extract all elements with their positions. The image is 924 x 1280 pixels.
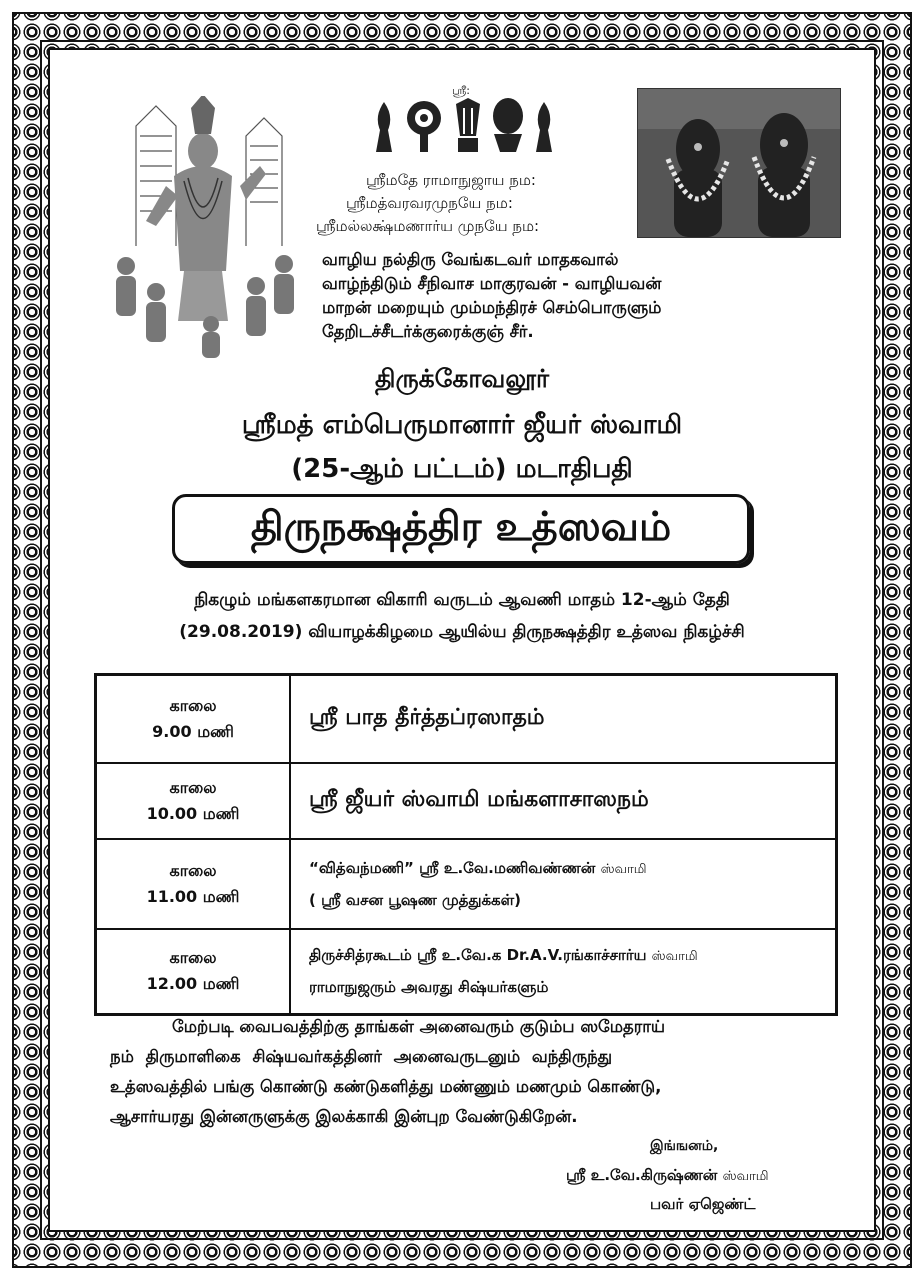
time-period: காலை — [169, 860, 217, 880]
program-speaker: “வித்வந்மணி” ஸ்ரீ உ.வே.மணிவண்ணன் — [309, 858, 596, 877]
event-title-box — [172, 494, 750, 564]
program-cell — [290, 839, 837, 929]
program-topic: ராமாநுஜரும் அவரது சிஷ்யர்களும் — [309, 978, 549, 997]
salutation-ramanuja: ஸ்ரீமதே ராமாநுஜாய நம: — [366, 171, 536, 189]
honorific: ஸ்வாமி — [651, 949, 698, 965]
time-cell — [96, 929, 291, 1015]
signatory-name: ஸ்ரீ உ.வே.கிருஷ்ணன் — [566, 1166, 718, 1184]
time-value: 12.00 மணி — [146, 974, 240, 994]
honorific: ஸ்வாமி — [722, 1169, 769, 1184]
program-title: ஸ்ரீ பாத தீர்த்தப்ரஸாதம் — [309, 704, 545, 730]
table-row — [96, 763, 837, 839]
closing-word: இங்ஙனம், — [650, 1138, 719, 1154]
program-cell — [290, 763, 837, 839]
honorific: ஸ்வாமி — [600, 861, 647, 877]
salutation-varavaramuni: ஸ்ரீமத்வரவரமுநயே நம: — [346, 194, 513, 212]
time-period: காலை — [169, 695, 217, 715]
place-title: திருக்கோவலூர் — [374, 364, 550, 393]
salutation-lakshmanarya: ஸ்ரீமல்லக்ஷ்மணார்ய முநயே நம: — [316, 217, 540, 235]
invitation-line: ஆசார்யரது இன்னருளுக்கு இலக்காகி இன்புற வேண்டுகிறேன். — [110, 1107, 578, 1126]
deity-photo — [637, 88, 841, 238]
sri-symbol: ஸ்ரீ: — [452, 84, 471, 97]
time-period: காலை — [169, 777, 217, 797]
event-title: திருநக்ஷத்திர உத்ஸவம் — [250, 503, 672, 550]
time-cell — [96, 839, 291, 929]
verse-line: தேறிடச்சீடர்க்குரைக்குஞ் சீர். — [322, 322, 534, 341]
taniyan-verse — [322, 248, 792, 344]
schedule-table — [94, 673, 838, 1016]
table-row — [96, 839, 837, 929]
verse-line: வாழ்ந்திடும் சீநிவாச மாகுரவன் - வாழியவன் — [322, 274, 662, 293]
vaishnava-emblems-icon — [366, 94, 562, 158]
signatory-name-line — [566, 1166, 769, 1186]
program-topic: ( ஸ்ரீ வசன பூஷண முத்துக்கள்) — [309, 890, 522, 909]
program-cell — [290, 929, 837, 1015]
invitation-line: நம் திருமாளிகை சிஷ்யவர்கத்தினர் அனைவருடனும் வந்திருந்து — [110, 1047, 613, 1066]
program-speaker-line — [309, 853, 834, 885]
time-value: 10.00 மணி — [146, 803, 240, 823]
time-value: 9.00 மணி — [152, 721, 234, 741]
intro-line: (29.08.2019) வியாழக்கிழமை ஆயில்ய திருநக்ஷத்திர உத்ஸவ நிகழ்ச்சி — [179, 622, 745, 642]
verse-line: மாறன் மறையும் மும்மந்திரச் செம்பொருளும் — [322, 298, 662, 317]
verse-line: வாழிய நல்திரு வேங்கடவர் மாதகவால் — [322, 250, 619, 269]
deity-temple-illustration — [96, 96, 310, 358]
rank-title: (25-ஆம் பட்டம்) மடாதிபதி — [291, 454, 633, 484]
time-value: 11.00 மணி — [146, 886, 240, 906]
time-cell — [96, 763, 291, 839]
signatory-role: பவர் ஏஜெண்ட் — [650, 1195, 756, 1213]
jeeyar-name-title: ஸ்ரீமத் எம்பெருமானார் ஜீயர் ஸ்வாமி — [241, 410, 683, 440]
invitation-line: உத்ஸவத்தில் பங்கு கொண்டு கண்டுகளித்து மண்ணும் மணமும் கொண்டு, — [110, 1077, 662, 1096]
table-row — [96, 929, 837, 1015]
invitation-text — [110, 1012, 830, 1132]
time-period: காலை — [169, 948, 217, 968]
program-title: ஸ்ரீ ஜீயர் ஸ்வாமி மங்களாசாஸநம் — [309, 786, 649, 812]
invitation-line: மேற்படி வைபவத்திற்கு தாங்கள் அனைவரும் குடும்ப ஸமேதராய் — [172, 1017, 666, 1036]
program-cell — [290, 675, 837, 763]
table-row — [96, 675, 837, 763]
program-speaker-line — [309, 940, 834, 972]
time-cell — [96, 675, 291, 763]
intro-line: நிகழும் மங்களகரமான விகாரி வருடம் ஆவணி மாதம் 12-ஆம் தேதி — [194, 590, 730, 610]
program-speaker: திருச்சித்ரகூடம் ஸ்ரீ உ.வே.க Dr.A.V.ரங்காச்சார்ய — [309, 946, 647, 965]
